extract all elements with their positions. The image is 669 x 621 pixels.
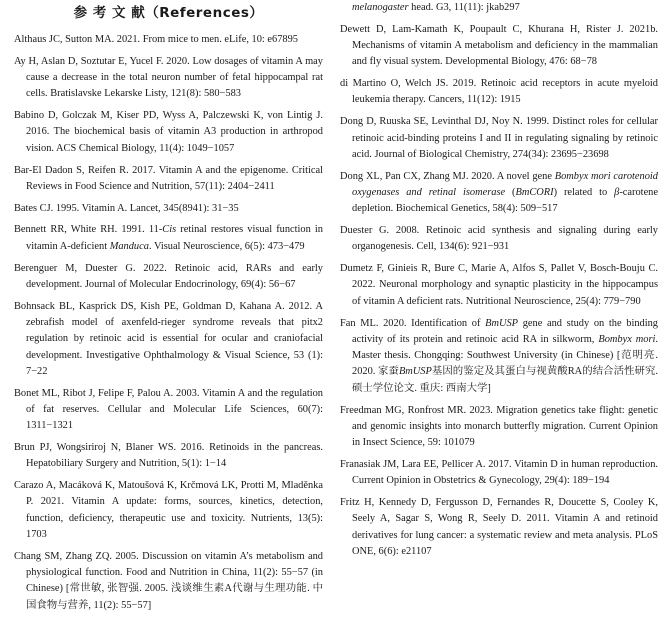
ref-italic-term: Manduca xyxy=(109,240,149,252)
ref-italic-term: Cis xyxy=(162,224,177,236)
reference-entry: Berenguer M, Duester G. 2022. Retinoic acid, RARs and early development. Journal of Molecular Endocrinology, 69(4): 56−67 xyxy=(14,262,323,290)
ref-italic-term: Bombyx mori carotenoid oxygenases and retinal isomerase xyxy=(352,170,659,198)
reference-entry: Freedman MG, Ronfrost MR. 2023. Migration genetics take flight: genetic and genomic insights into monarch butterfly migration. Current Opinion in Insect Science, 59: 101079 xyxy=(340,404,658,449)
ref-text: . Visual Neuroscience, 6(5): 473−479 xyxy=(148,240,305,252)
ref-text: Fan ML. 2020. Identification of xyxy=(340,317,486,329)
right-reference-list xyxy=(340,0,658,560)
left-reference-list xyxy=(14,32,323,614)
reference-entry xyxy=(340,169,658,218)
ref-text: Dong XL, Pan CX, Zhang MJ. 2020. A novel gene xyxy=(340,170,555,182)
ref-italic-term: BmUSP xyxy=(485,317,519,329)
ref-italic-term: β xyxy=(614,186,620,198)
reference-entry: Chang SM, Zhang ZQ. 2005. Discussion on vitamin A’s metabolism and physiological function. Food and Nutrition in China, 11(2): 55−57 (in Chinese) [常世敏, 张智强. 2005. 浅谈维生素A代谢与生理功能. 中国食物与营养, 11(2): 55−57] xyxy=(14,550,323,611)
reference-entry: Dewett D, Lam-Kamath K, Poupault C, Khurana H, Rister J. 2021b. Mechanisms of vitamin A metabolism and deficiency in the mammalian and fly visual system. Developmental Biology, 476: 68−78 xyxy=(340,23,658,68)
reference-entry: Duester G. 2008. Retinoic acid synthesis and signaling during early organogenesis. Cell, 134(6): 921−931 xyxy=(340,225,658,253)
reference-entry: di Martino O, Welch JS. 2019. Retinoic acid receptors in acute myeloid leukemia therapy. Cancers, 11(12): 1915 xyxy=(340,78,658,106)
reference-entry: Fritz H, Kennedy D, Fergusson D, Fernandes R, Doucette S, Cooley K, Seely A, Sagar S, Wong R, Seely D. 2011. Vitamin A and retinoid derivatives for lung cancer: a systematic review and meta analysis. PLoS ONE, 6(6): e21107 xyxy=(340,497,658,557)
reference-entry: Bates CJ. 1995. Vitamin A. Lancet, 345(8941): 31−35 xyxy=(14,202,239,214)
reference-entry xyxy=(14,222,323,255)
reference-continuation xyxy=(340,0,658,16)
references-heading: 参 考 文 献（References） xyxy=(73,5,264,21)
ref-italic-term: melanogaster xyxy=(352,2,409,13)
reference-entry: Bonet ML, Ribot J, Felipe F, Palou A. 2003. Vitamin A and the regulation of fat reserves. Cellular and Molecular Life Sciences, 60(7): 1311−1321 xyxy=(14,387,323,432)
ref-text: -carotene depletion. Biochemical Genetics, 58(4): 509−517 xyxy=(352,186,658,215)
left-column xyxy=(14,0,323,620)
reference-entry: Althaus JC, Sutton MA. 2021. From mice to men. eLife, 10: e67895 xyxy=(14,34,298,45)
reference-entry: Brun PJ, Wongsiriroj N, Blaner WS. 2016. Retinoids in the pancreas. Hepatobiliary Surgery and Nutrition, 5(1): 1−14 xyxy=(14,442,323,470)
ref-text: ) related to xyxy=(553,186,615,198)
right-column xyxy=(340,0,658,566)
reference-entry: Babino D, Golczak M, Kiser PD, Wyss A, Palczewski K, von Lintig J. 2016. The biochemical basis of vitamin A3 production in arthropod vision. ACS Chemical Biology, 11(4): 1049−1057 xyxy=(14,110,323,154)
ref-text: gene and study on the binding activity of its protein and retinoic acid RA in silkworm, xyxy=(352,317,659,345)
ref-text: head. G3, 11(11): jkab297 xyxy=(408,2,520,13)
ref-text: ( xyxy=(505,186,516,198)
ref-text: . Master thesis. Chongqing: Southwest University (in Chinese) [范明亮. 2020. 家蚕 xyxy=(352,333,658,378)
reference-entry: Dong D, Ruuska SE, Levinthal DJ, Noy N. 1999. Distinct roles for cellular retinoic acid-binding proteins I and II in regulating signaling by retinoic acid. Journal of Biological Chemistry, 274(34): 23695−23698 xyxy=(340,116,658,160)
ref-italic-term: Bombyx mori xyxy=(598,333,656,345)
ref-text: Bennett RR, White RH. 1991. 11- xyxy=(14,224,163,236)
ref-text: retinal restores visual function in vitamin A-deficient xyxy=(26,224,323,252)
reference-entry: Carazo A, Macáková K, Matoušová K, Krčmová LK, Protti M, Mladěnka P. 2021. Vitamin A update: forms, sources, kinetics, detection, function, deficiency, therapeutic use and toxicity. Nutrients, 13(5): 1703 xyxy=(14,480,323,541)
reference-entry: Ay H, Aslan D, Soztutar E, Yucel F. 2020. Low dosages of vitamin A may cause a decrease in the total neuron number of fetal hippocampal rat cells. Bratislavske Lekarske Listy, 121(8): 580−583 xyxy=(14,55,323,100)
reference-entry: Dumetz F, Ginieis R, Bure C, Marie A, Alfos S, Pallet V, Bosch-Bouju C. 2022. Neuronal morphology and synaptic plasticity in the hippocampus of vitamin A deficient rats. Nutritional Neuroscience, 25(4): 779−790 xyxy=(340,263,658,307)
reference-entry: Bar-El Dadon S, Reifen R. 2017. Vitamin A and the epigenome. Critical Reviews in Food Science and Nutrition, 57(11): 2404−2411 xyxy=(14,164,323,192)
reference-entry xyxy=(340,316,658,397)
ref-text: 基因的鉴定及其蛋白与视黄酸RA的结合活性研究. 硕士学位论文. 重庆: 西南大学] xyxy=(352,366,658,394)
reference-entry: Bohnsack BL, Kasprick DS, Kish PE, Goldman D, Kahana A. 2012. A zebrafish model of axenfeld-rieger syndrome reveals that pitx2 regulation by retinoic acid is essential for ocular and craniofacial development. Investigative Ophthalmology & Visual Science, 53 (1): 7−22 xyxy=(14,300,323,377)
ref-italic-term: BmUSP xyxy=(398,366,432,378)
ref-italic-term: BmCORI xyxy=(515,186,554,198)
reference-entry: Franasiak JM, Lara EE, Pellicer A. 2017. Vitamin D in human reproduction. Current Opinion in Obstetrics & Gynecology, 29(4): 189−194 xyxy=(340,458,658,487)
